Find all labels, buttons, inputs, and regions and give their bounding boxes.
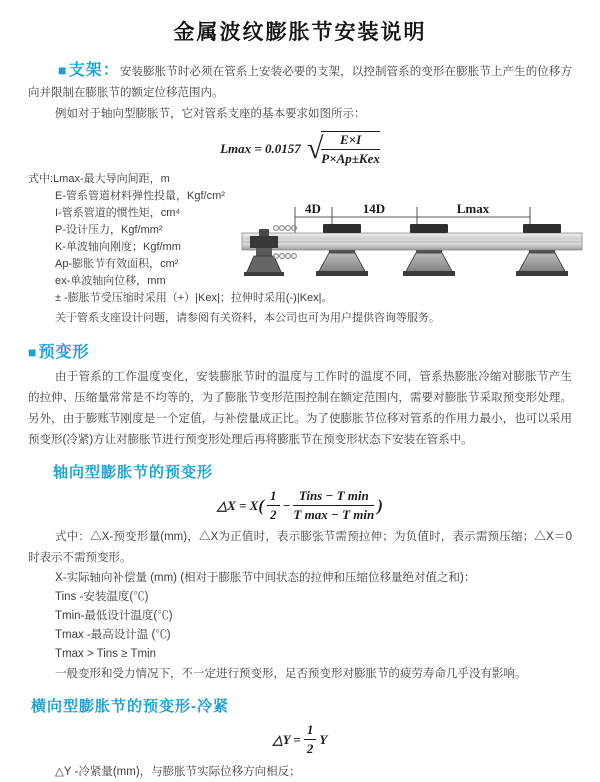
axial-note-line: 一般变形和受力情况下，不一定进行预变形，足否预变形对膨胀节的疲劳寿命几乎没有影响。 xyxy=(55,668,527,680)
definition-line: P-设计压力，Kgf/mm² xyxy=(55,224,163,236)
lmax-formula-fraction xyxy=(321,131,380,167)
page-title: 金属波纹膨胀节安装说明 xyxy=(173,21,427,44)
axial-formula xyxy=(28,488,572,523)
fraction-numerator: 1 xyxy=(267,488,280,506)
dim-label-14d: 14D xyxy=(362,201,386,216)
radical-sign: √ xyxy=(306,132,324,165)
support-heading-label: 支架： xyxy=(68,62,120,79)
definitions-block xyxy=(28,171,572,307)
fraction-denominator: 2 xyxy=(306,741,314,756)
fraction-denominator: 2 xyxy=(270,507,277,522)
pipe-support-diagram xyxy=(242,197,594,291)
support-intro-paragraph xyxy=(28,60,572,104)
support-example-line: 例如对于轴向型膨胀节，它对管系支座的基本要求如图所示： xyxy=(55,108,366,120)
half-fraction xyxy=(267,488,280,523)
axial-formula-lhs: △X = X xyxy=(217,497,259,513)
axial-item-line: Tmin-最低设计温度(℃) xyxy=(55,610,173,622)
fraction-numerator: E×I xyxy=(321,132,380,150)
close-paren: ) xyxy=(377,495,383,515)
axial-item-line: X-实际轴向补偿量 (mm) (相对于膨胀节中间状态的拉伸和压缩位移量绝对值之和)： xyxy=(55,572,476,584)
anchor-support xyxy=(244,229,284,276)
lateral-formula-lhs: △Y = xyxy=(272,731,301,747)
definition-line: ex-单波轴向位移，mm xyxy=(55,275,166,287)
definition-line: I-管系管道的惯性矩，cm⁴ xyxy=(55,207,181,219)
lateral-sub-heading: 横向型膨胀节的预变形-冷紧 xyxy=(31,698,229,715)
definition-line: K-单波轴向刚度；Kgf/mm xyxy=(55,241,181,253)
section-bullet-icon: ■ xyxy=(58,62,68,78)
definition-line: E-管系管道材料弹性投量，Kgf/cm² xyxy=(55,190,225,202)
fraction-numerator: Tins − T min xyxy=(293,488,374,506)
definition-line: Ap-膨胀节有效面积，cm² xyxy=(55,258,179,270)
definition-line: ± -膨胀节受压缩时采用（+）|Kex|；拉伸时采用(-)|Kex|。 xyxy=(55,292,333,304)
support-note-line: 关于管系支座设计问题，请参阅有关资料，本公司也可为用户提供咨询等服务。 xyxy=(55,312,440,324)
minus-sign: − xyxy=(282,497,291,513)
dim-label-4d: 4D xyxy=(305,201,321,216)
axial-desc-paragraph: 式中：△X-预变形量(mm)，△X为正值时，表示膨张节需预拉伸；为负值时，表示需预压缩；△X＝0时表示不需预变形。 xyxy=(28,531,572,564)
open-paren: ( xyxy=(258,495,265,515)
support-intro-text: 安装膨胀节时必须在管系上安装必要的支架，以控制管系的变形在膨胀节上产生的位移方向并限制在膨胀节的额定位移范围内。 xyxy=(28,66,572,99)
fraction-denominator: P×Ap±Kex xyxy=(321,151,380,166)
dim-label-lmax: Lmax xyxy=(456,201,490,216)
axial-sub-heading: 轴向型膨胀节的预变形 xyxy=(53,464,214,481)
lmax-formula xyxy=(28,131,572,167)
fraction-denominator: T max − T min xyxy=(293,507,375,522)
temperature-fraction xyxy=(293,488,374,523)
lateral-desc-line: △Y -冷紧量(mm)，与膨胀节实际位移方向相反； xyxy=(55,766,301,778)
axial-item-line: Tmax -最高设计温 (℃) xyxy=(55,629,171,641)
axial-item-line: Tmax > Tins ≥ Tmin xyxy=(55,648,156,660)
support-section-heading xyxy=(58,62,120,79)
predeform-paragraph: 由于管系的工作温度变化，安装膨胀节时的温度与工作时的温度不同，管系热膨胀冷缩对膨胀节产生的拉伸、压缩量常常是不均等的，为了膨胀节变形范围控制在额定范围内，需要对膨胀节采取预变形处理。另外，由于膨账节刚度是一个定值，与补偿量成正比。为了使膨胀节位移对管系的作用力最小，也可以采用预变形(冷紧)方让对膨胀节进行预变形处理后再将膨胀节在预变形状态下安装在管系中。 xyxy=(28,371,572,446)
pipe xyxy=(242,233,582,250)
half-fraction xyxy=(304,722,317,757)
predeform-section-heading xyxy=(28,339,572,362)
lateral-formula-rhs: Y xyxy=(319,731,328,747)
predeform-heading-label: 预变形 xyxy=(38,344,90,361)
section-bullet-icon: ■ xyxy=(28,344,38,360)
lateral-formula xyxy=(28,722,572,757)
axial-item-line: Tins -安装温度(℃) xyxy=(55,591,149,603)
fraction-numerator: 1 xyxy=(304,722,317,740)
lmax-formula-lhs: Lmax = 0.0157 xyxy=(220,141,301,156)
definition-line: 式中:Lmax-最大导向间距，m xyxy=(28,173,170,185)
